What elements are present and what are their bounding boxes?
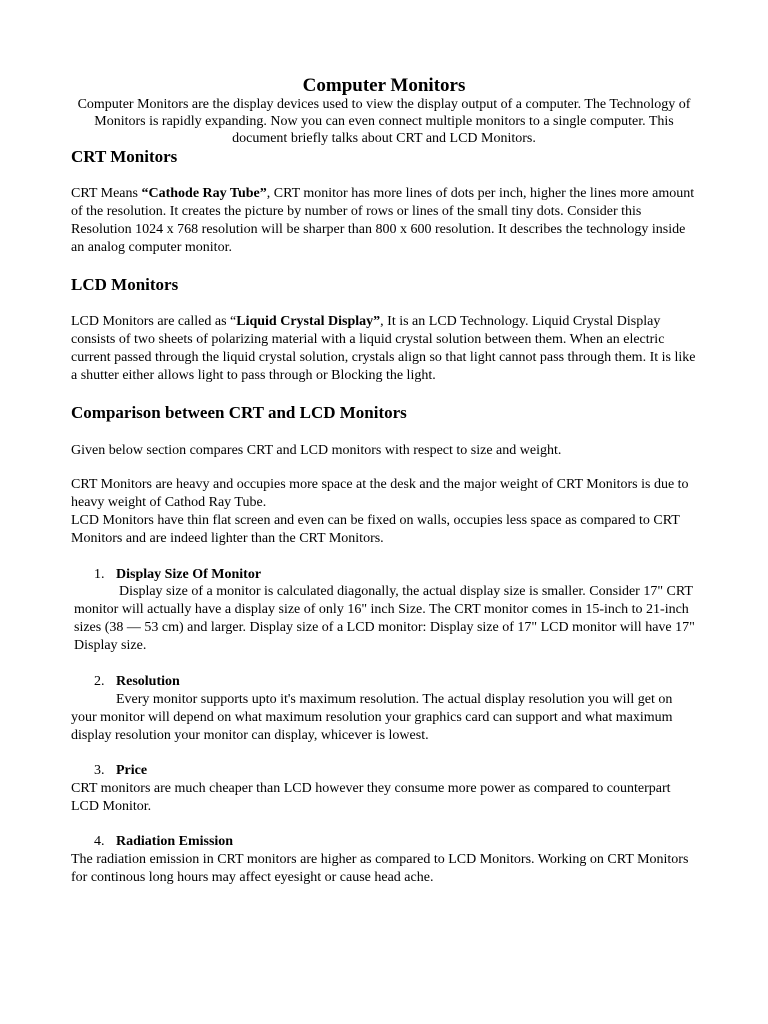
list-item-heading xyxy=(94,566,261,584)
crt-text-start: CRT Means xyxy=(71,186,142,201)
lcd-paragraph xyxy=(71,313,701,385)
crt-text-rest: , CRT monitor has more lines of dots per inch, higher the lines more amount of the resolution. It creates the picture by number of rows or lines of the small tiny dots. Consider this Resolution 1024 x 768 resolution will be sharper than 800 x 600 resolution. It describes the technology inside an analog computer monitor. xyxy=(71,186,695,255)
list-item-heading xyxy=(94,762,147,780)
crt-paragraph xyxy=(71,185,701,257)
list-number: 1. xyxy=(94,567,105,582)
crt-text-bold: “Cathode Ray Tube” xyxy=(141,186,267,201)
list-number: 3. xyxy=(94,763,105,778)
comparison-intro: Given below section compares CRT and LCD monitors with respect to size and weight. xyxy=(71,443,562,458)
list-item-title: Resolution xyxy=(116,674,180,689)
radiation-paragraph: The radiation emission in CRT monitors are higher as compared to LCD Monitors. Working on CRT Monitors for continous long hours may affect eyesight or cause head ache. xyxy=(71,852,689,885)
lcd-heading: LCD Monitors xyxy=(71,275,179,294)
list-item-heading xyxy=(94,673,180,691)
comparison-crt-weight: CRT Monitors are heavy and occupies more space at the desk and the major weight of CRT Monitors is due to heavy weight of Cathod Ray Tube. xyxy=(71,477,689,510)
comparison-lcd-weight: LCD Monitors have thin flat screen and even can be fixed on walls, occupies less space as compared to CRT Monitors and are indeed lighter than the CRT Monitors. xyxy=(71,513,680,546)
intro-paragraph: Computer Monitors are the display devices used to view the display output of a computer. The Technology of Monitors is rapidly expanding. Now you can even connect multiple monitors to a single computer. This document briefly talks about CRT and LCD Monitors. xyxy=(77,97,691,146)
crt-heading: CRT Monitors xyxy=(71,147,178,166)
lcd-text-bold: Liquid Crystal Display” xyxy=(236,314,381,329)
list-item-title: Radiation Emission xyxy=(116,834,234,849)
lcd-text-start: LCD Monitors are called as “ xyxy=(71,314,237,329)
display-size-paragraph: Display size of a monitor is calculated diagonally, the actual display size is smaller. Consider 17" CRT monitor will actually have a display size of only 16" inch Size. The CRT monitor comes in 15-inch to 21-inch sizes (38 — 53 cm) and larger. Display size of a LCD monitor: Display size of 17" LCD monitor will have 17" Display size. xyxy=(74,584,695,653)
list-number: 2. xyxy=(94,674,105,689)
price-paragraph: CRT monitors are much cheaper than LCD however they consume more power as compared to counterpart LCD Monitor. xyxy=(71,781,671,814)
list-item-title: Price xyxy=(116,763,148,778)
comparison-heading: Comparison between CRT and LCD Monitors xyxy=(71,403,407,422)
document-title: Computer Monitors xyxy=(302,75,466,96)
resolution-paragraph: Every monitor supports upto it's maximum resolution. The actual display resolution you will get on your monitor will depend on what maximum resolution your graphics card can support and what maximum display resolution your monitor can display, whicever is lowest. xyxy=(71,692,673,743)
lcd-text-rest: , It is an LCD Technology. Liquid Crystal Display consists of two sheets of polarizing material with a liquid crystal solution between them. When an electric current passed through the liquid crystal solution, crystals align so that light cannot pass through them. It is like a shutter either allows light to pass through or Blocking the light. xyxy=(71,314,696,383)
list-item-heading xyxy=(94,833,233,851)
list-item-title: Display Size Of Monitor xyxy=(116,567,262,582)
list-number: 4. xyxy=(94,834,105,849)
